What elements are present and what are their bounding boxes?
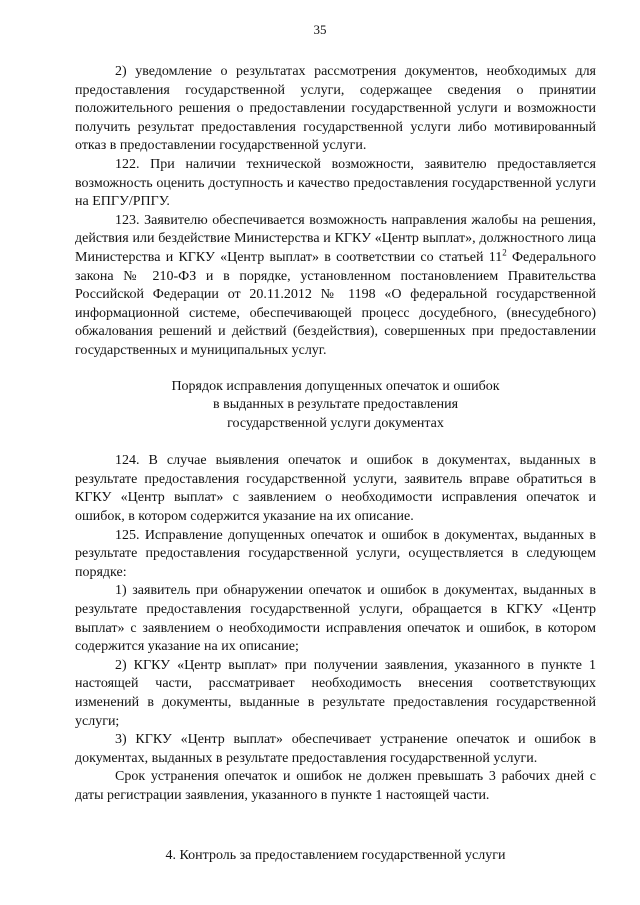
paragraph-123 [75, 212, 596, 361]
paragraph-123-text-b: Федерального закона № 210-ФЗ и в порядке, установленном постановлением Правительства Российской Федерации от 20.11.2012 № 1198 «О федеральной государственной информационной системе, обеспечивающей процесс досудебного, (внесудебного) обжалования решений и действий (бездействия), совершенных при предоставлении государственных и муниципальных услуг. [75, 249, 596, 358]
section-heading [75, 378, 596, 434]
page-number: 35 [313, 22, 327, 37]
document-body [75, 63, 596, 879]
heading-line-2: в выданных в результате предоставления [212, 397, 459, 413]
paragraph-notification: 2) уведомление о результатах рассмотрения документов, необходимых для предоставления государственной услуги, содержащее сведения о принятии положительного решения о предоставлении государственной услуги и возможности получить результат предоставления государственной услуги либо мотивированный отказ в предоставлении государственной услуги. [75, 64, 596, 154]
list-item-2: 2) КГКУ «Центр выплат» при получении заявления, указанного в пункте 1 настоящей части, рассматривает необходимость внесения соответствующих изменений в документы, выданные в результате предоставления государственной услуги; [75, 657, 596, 729]
section-title: 4. Контроль за предоставлением государственной услуги [165, 847, 506, 863]
heading-line-3: государственной услуги документах [227, 415, 444, 431]
paragraph-123-text-a: 123. Заявителю обеспечивается возможность направления жалобы на решения, действия или бездействие Министерства и КГКУ «Центр выплат», должностного лица Министерства и КГКУ «Центр выплат» в соответствии со статьей 11 [75, 212, 596, 265]
heading-line-1: Порядок исправления допущенных опечаток и ошибок [171, 378, 500, 394]
paragraph-122: 122. При наличии технической возможности, заявителю предоставляется возможность оценить доступность и качество предоставления государственной услуги на ЕПГУ/РПГУ. [75, 156, 596, 210]
paragraph-125: 125. Исправление допущенных опечаток и ошибок в документах, выданных в результате предоставления государственной услуги, осуществляется в следующем порядке: [75, 527, 596, 580]
list-item-1: 1) заявитель при обнаружении опечаток и ошибок в документах, выданных в результате предоставления государственной услуги, обращается в КГКУ «Центр выплат» с заявлением о необходимости исправления опечаток и ошибок, в котором содержится указание на их описание; [75, 583, 596, 655]
paragraph-deadline: Срок устранения опечаток и ошибок не должен превышать 3 рабочих дней с даты регистрации заявления, указанного в пункте 1 настоящей части. [75, 769, 596, 803]
paragraph-124: 124. В случае выявления опечаток и ошибок в документах, выданных в результате предоставления государственной услуги, заявитель вправе обратиться в КГКУ «Центр выплат» с заявлением о необходимости исправления опечаток и ошибок, в котором содержится указание на их описание. [75, 453, 596, 525]
superscript: 2 [502, 247, 507, 258]
list-item-3: 3) КГКУ «Центр выплат» обеспечивает устранение опечаток и ошибок в документах, выданных в результате предоставления государственной услуги. [75, 732, 596, 766]
